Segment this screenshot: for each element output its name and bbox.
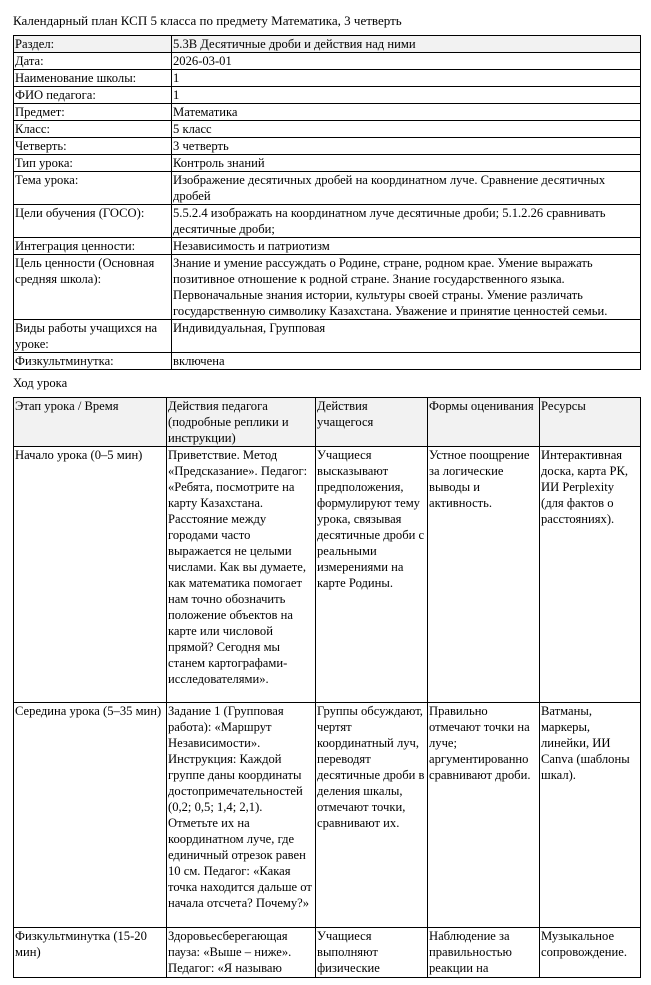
info-row: [14, 121, 641, 138]
info-row: [14, 70, 641, 87]
info-value: 5.5.2.4 изображать на координатном луче десятичные дроби; 5.1.2.26 сравнивать десятичные дроби;: [172, 205, 641, 238]
lesson-cell-stage: Середина урока (5–35 мин): [14, 703, 167, 928]
info-row: [14, 155, 641, 172]
info-row: [14, 53, 641, 70]
lesson-cell-resources: Музыкальное сопровождение.: [540, 928, 641, 978]
info-value: 5 класс: [172, 121, 641, 138]
lesson-row: [14, 703, 641, 928]
info-row: [14, 172, 641, 205]
info-row: [14, 320, 641, 353]
lesson-cell-student: Учащиеся выполняют физические: [316, 928, 428, 978]
lesson-cell-resources: Интерактивная доска, карта РК, ИИ Perplexity (для фактов о расстояниях).: [540, 447, 641, 703]
info-label: Виды работы учащихся на уроке:: [14, 320, 172, 353]
info-label: Тип урока:: [14, 155, 172, 172]
info-value: 2026-03-01: [172, 53, 641, 70]
lesson-row: [14, 928, 641, 978]
info-label: Предмет:: [14, 104, 172, 121]
header-student: Действия учащегося: [316, 398, 428, 447]
info-value: Математика: [172, 104, 641, 121]
info-value: Независимость и патриотизм: [172, 238, 641, 255]
lesson-cell-stage: Физкультминутка (15-20 мин): [14, 928, 167, 978]
lesson-cell-resources: Ватманы, маркеры, линейки, ИИ Canva (шаблоны шкал).: [540, 703, 641, 928]
info-value: 1: [172, 70, 641, 87]
info-row: [14, 36, 641, 53]
info-value: 3 четверть: [172, 138, 641, 155]
lesson-table: [13, 397, 641, 978]
info-label: Тема урока:: [14, 172, 172, 205]
info-label: Наименование школы:: [14, 70, 172, 87]
info-row: [14, 353, 641, 370]
header-stage: Этап урока / Время: [14, 398, 167, 447]
info-value: 1: [172, 87, 641, 104]
lesson-cell-assessment: Устное поощрение за логические выводы и активность.: [428, 447, 540, 703]
info-label: Интеграция ценности:: [14, 238, 172, 255]
info-value: Изображение десятичных дробей на координатном луче. Сравнение десятичных дробей: [172, 172, 641, 205]
info-label: Физкультминутка:: [14, 353, 172, 370]
info-value: Контроль знаний: [172, 155, 641, 172]
info-row: [14, 255, 641, 320]
info-row: [14, 87, 641, 104]
info-value: 5.3В Десятичные дроби и действия над ними: [172, 36, 641, 53]
info-row: [14, 104, 641, 121]
info-row: [14, 238, 641, 255]
lesson-cell-student: Группы обсуждают, чертят координатный луч, переводят десятичные дроби в деления шкалы, отмечают точки, сравнивают их.: [316, 703, 428, 928]
info-row: [14, 138, 641, 155]
info-value: включена: [172, 353, 641, 370]
info-label: Дата:: [14, 53, 172, 70]
info-label: Цель ценности (Основная средняя школа):: [14, 255, 172, 320]
lesson-cell-student: Учащиеся высказывают предположения, формулируют тему урока, связывая десятичные дроби с реальными измерениями на карте Родины.: [316, 447, 428, 703]
info-label: ФИО педагога:: [14, 87, 172, 104]
info-label: Раздел:: [14, 36, 172, 53]
header-assessment: Формы оценивания: [428, 398, 540, 447]
section-title: Ход урока: [13, 376, 68, 390]
info-value: Индивидуальная, Групповая: [172, 320, 641, 353]
lesson-row: [14, 447, 641, 703]
lesson-header-row: [14, 398, 641, 447]
info-label: Класс:: [14, 121, 172, 138]
lesson-cell-teacher: Задание 1 (Групповая работа): «Маршрут Независимости». Инструкция: Каждой группе даны координаты достопримечательностей (0,2; 0,5; 1,4; 2,1). Отметьте их на координатном луче, где единичный отрезок равен 10 см. Педагог: «Какая точка находится дальше от начала отсчета? Почему?»: [167, 703, 316, 928]
lesson-cell-assessment: Правильно отмечают точки на луче; аргументированно сравнивают дроби.: [428, 703, 540, 928]
info-label: Четверть:: [14, 138, 172, 155]
info-label: Цели обучения (ГОСО):: [14, 205, 172, 238]
info-row: [14, 205, 641, 238]
document-title: Календарный план КСП 5 класса по предмету Математика, 3 четверть: [13, 13, 402, 28]
lesson-cell-teacher: Приветствие. Метод «Предсказание». Педагог: «Ребята, посмотрите на карту Казахстана. Расстояние между городами часто выражается не целыми числами. Как вы думаете, как математика помогает нам точно обозначить положение объектов на карте или числовой прямой? Сегодня мы станем картографами-исследователями».: [167, 447, 316, 703]
info-value: Знание и умение рассуждать о Родине, стране, родном крае. Умение выражать позитивное отношение к родной стране. Знание государственного языка. Первоначальные знания истории, культуры своей страны. Умение различать государственную символику Казахстана. Уважение и принятие ценностей семьи.: [172, 255, 641, 320]
lesson-cell-assessment: Наблюдение за правильностью реакции на: [428, 928, 540, 978]
lesson-cell-teacher: Здоровьесберегающая пауза: «Выше – ниже». Педагог: «Я называю: [167, 928, 316, 978]
lesson-cell-stage: Начало урока (0–5 мин): [14, 447, 167, 703]
info-table: [13, 35, 641, 370]
header-resources: Ресурсы: [540, 398, 641, 447]
header-teacher: Действия педагога (подробные реплики и инструкции): [167, 398, 316, 447]
